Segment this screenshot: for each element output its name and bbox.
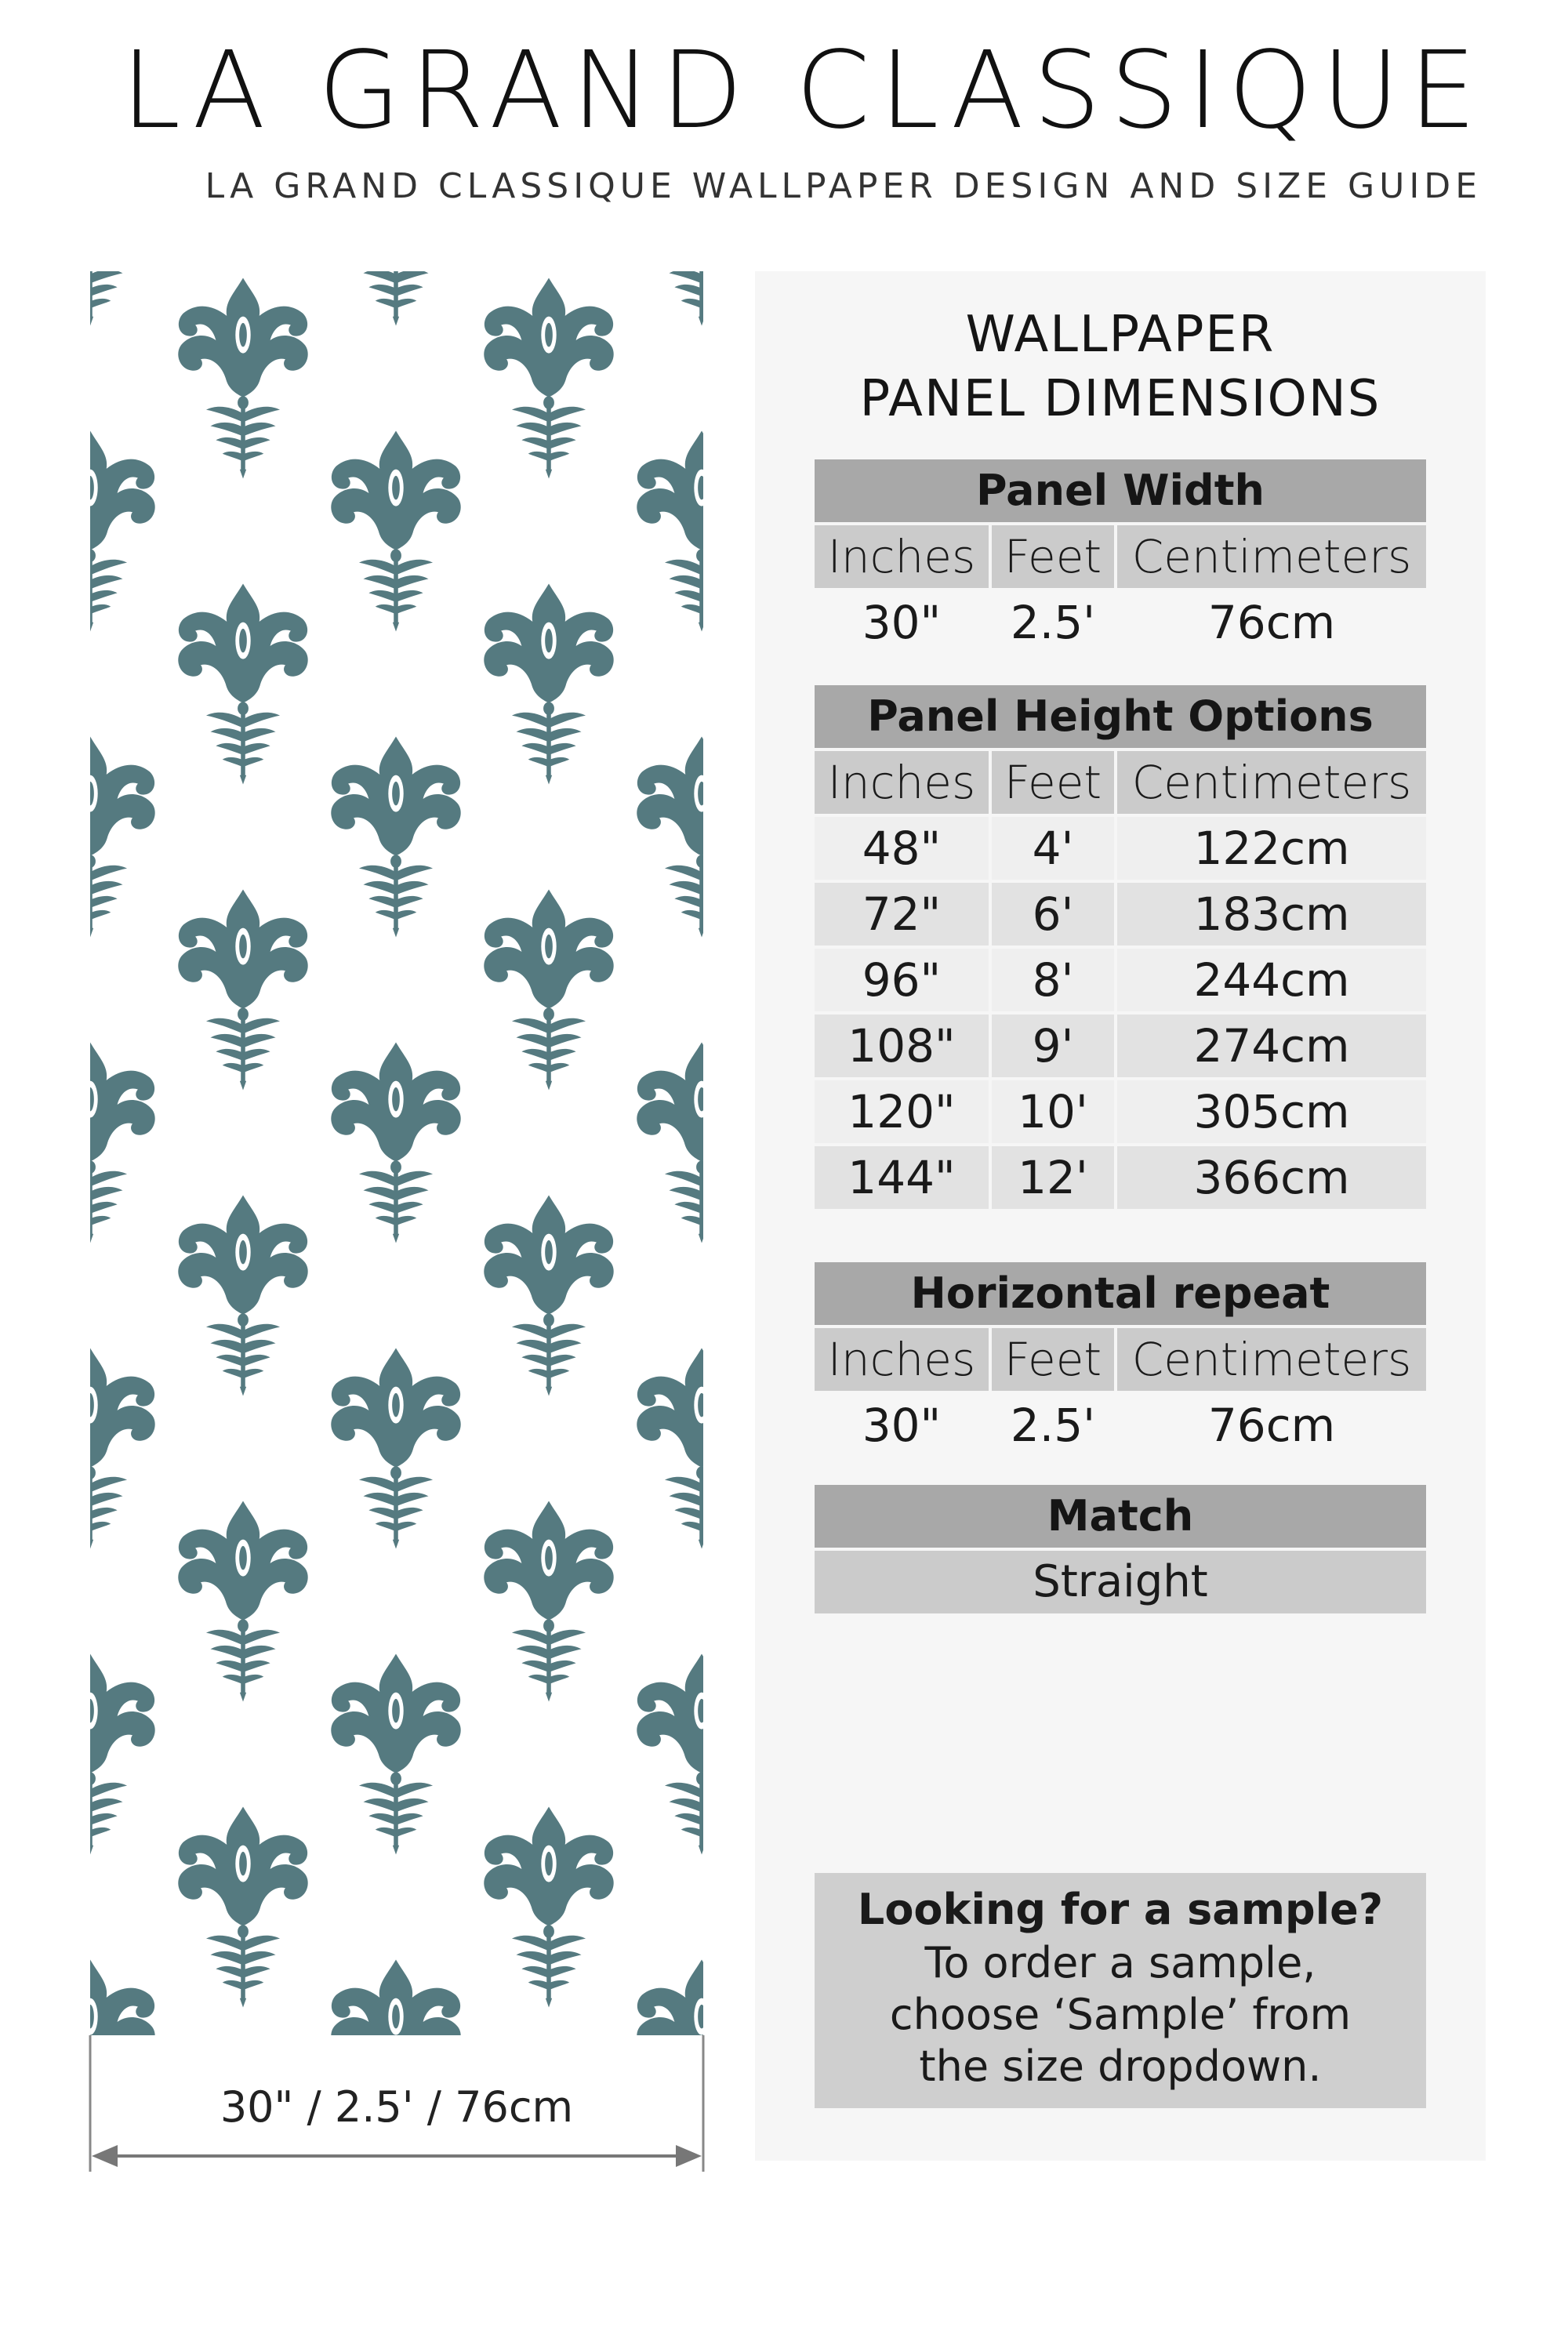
height-inches: 144" xyxy=(815,1146,989,1209)
height-feet: 6' xyxy=(992,883,1114,946)
height-centimeters: 244cm xyxy=(1117,949,1426,1011)
width-centimeters: 76cm xyxy=(1207,596,1336,649)
match-heading: Match xyxy=(815,1485,1426,1548)
height-centimeters: 274cm xyxy=(1117,1014,1426,1077)
height-feet: 8' xyxy=(992,949,1114,1011)
height-centimeters: 305cm xyxy=(1117,1080,1426,1143)
sample-text-line1: To order a sample, xyxy=(924,1938,1316,1987)
height-inches: 120" xyxy=(815,1080,989,1143)
panel-width-table xyxy=(815,459,1426,654)
panel-dimensions-box xyxy=(755,271,1486,2161)
sample-heading: Looking for a sample? xyxy=(857,1885,1384,1934)
table-row xyxy=(815,1146,1426,1209)
height-centimeters: 122cm xyxy=(1117,817,1426,880)
height-centimeters: 366cm xyxy=(1117,1146,1426,1209)
panel-width-column-headers xyxy=(815,525,1426,588)
width-inches: 30" xyxy=(862,596,942,649)
pattern-fill xyxy=(90,271,703,2035)
height-feet: 4' xyxy=(992,817,1114,880)
dimensions-title-line1: WALLPAPER xyxy=(965,306,1276,364)
table-row xyxy=(815,817,1426,880)
sample-text-line2: choose ‘Sample’ from xyxy=(889,1990,1352,2039)
horizontal-repeat-values xyxy=(815,1394,1426,1457)
table-row xyxy=(815,883,1426,946)
panel-height-heading: Panel Height Options xyxy=(815,685,1426,748)
match-table xyxy=(815,1485,1426,1613)
column-feet: Feet xyxy=(992,751,1114,814)
width-feet: 2.5' xyxy=(1010,596,1096,649)
horizontal-repeat-column-headers xyxy=(815,1328,1426,1391)
repeat-feet: 2.5' xyxy=(1010,1399,1096,1452)
brand-subtitle: LA GRAND CLASSIQUE WALLPAPER DESIGN AND SIZE GUIDE xyxy=(205,166,1482,206)
brand-title: LA GRAND CLASSIQUE xyxy=(121,29,1486,153)
dimensions-title-line2: PANEL DIMENSIONS xyxy=(859,370,1381,428)
column-centimeters: Centimeters xyxy=(1117,751,1426,814)
panel-width-values xyxy=(815,591,1426,654)
height-inches: 48" xyxy=(815,817,989,880)
match-value: Straight xyxy=(815,1551,1426,1613)
sample-text-line3: the size dropdown. xyxy=(919,2042,1322,2091)
table-row xyxy=(815,1080,1426,1143)
column-centimeters: Centimeters xyxy=(1117,1328,1426,1391)
damask-pattern xyxy=(90,271,703,2035)
height-feet: 10' xyxy=(992,1080,1114,1143)
column-centimeters: Centimeters xyxy=(1117,525,1426,588)
dimensions-title xyxy=(755,303,1486,431)
height-inches: 96" xyxy=(815,949,989,1011)
column-feet: Feet xyxy=(992,525,1114,588)
height-inches: 72" xyxy=(815,883,989,946)
repeat-inches: 30" xyxy=(862,1399,942,1452)
table-row xyxy=(815,1014,1426,1077)
height-feet: 12' xyxy=(992,1146,1114,1209)
horizontal-repeat-table xyxy=(815,1262,1426,1457)
height-centimeters: 183cm xyxy=(1117,883,1426,946)
column-inches: Inches xyxy=(815,1328,989,1391)
panel-width-heading: Panel Width xyxy=(815,459,1426,522)
panel-height-column-headers xyxy=(815,751,1426,814)
wallpaper-pattern-preview xyxy=(90,271,703,2035)
panel-width-label: 30" / 2.5' / 76cm xyxy=(220,2082,574,2132)
sample-info-box xyxy=(815,1873,1426,2108)
column-feet: Feet xyxy=(992,1328,1114,1391)
column-inches: Inches xyxy=(815,751,989,814)
repeat-centimeters: 76cm xyxy=(1207,1399,1336,1452)
horizontal-repeat-heading: Horizontal repeat xyxy=(815,1262,1426,1325)
table-row xyxy=(815,949,1426,1011)
panel-height-table xyxy=(815,685,1426,1209)
height-inches: 108" xyxy=(815,1014,989,1077)
column-inches: Inches xyxy=(815,525,989,588)
height-feet: 9' xyxy=(992,1014,1114,1077)
